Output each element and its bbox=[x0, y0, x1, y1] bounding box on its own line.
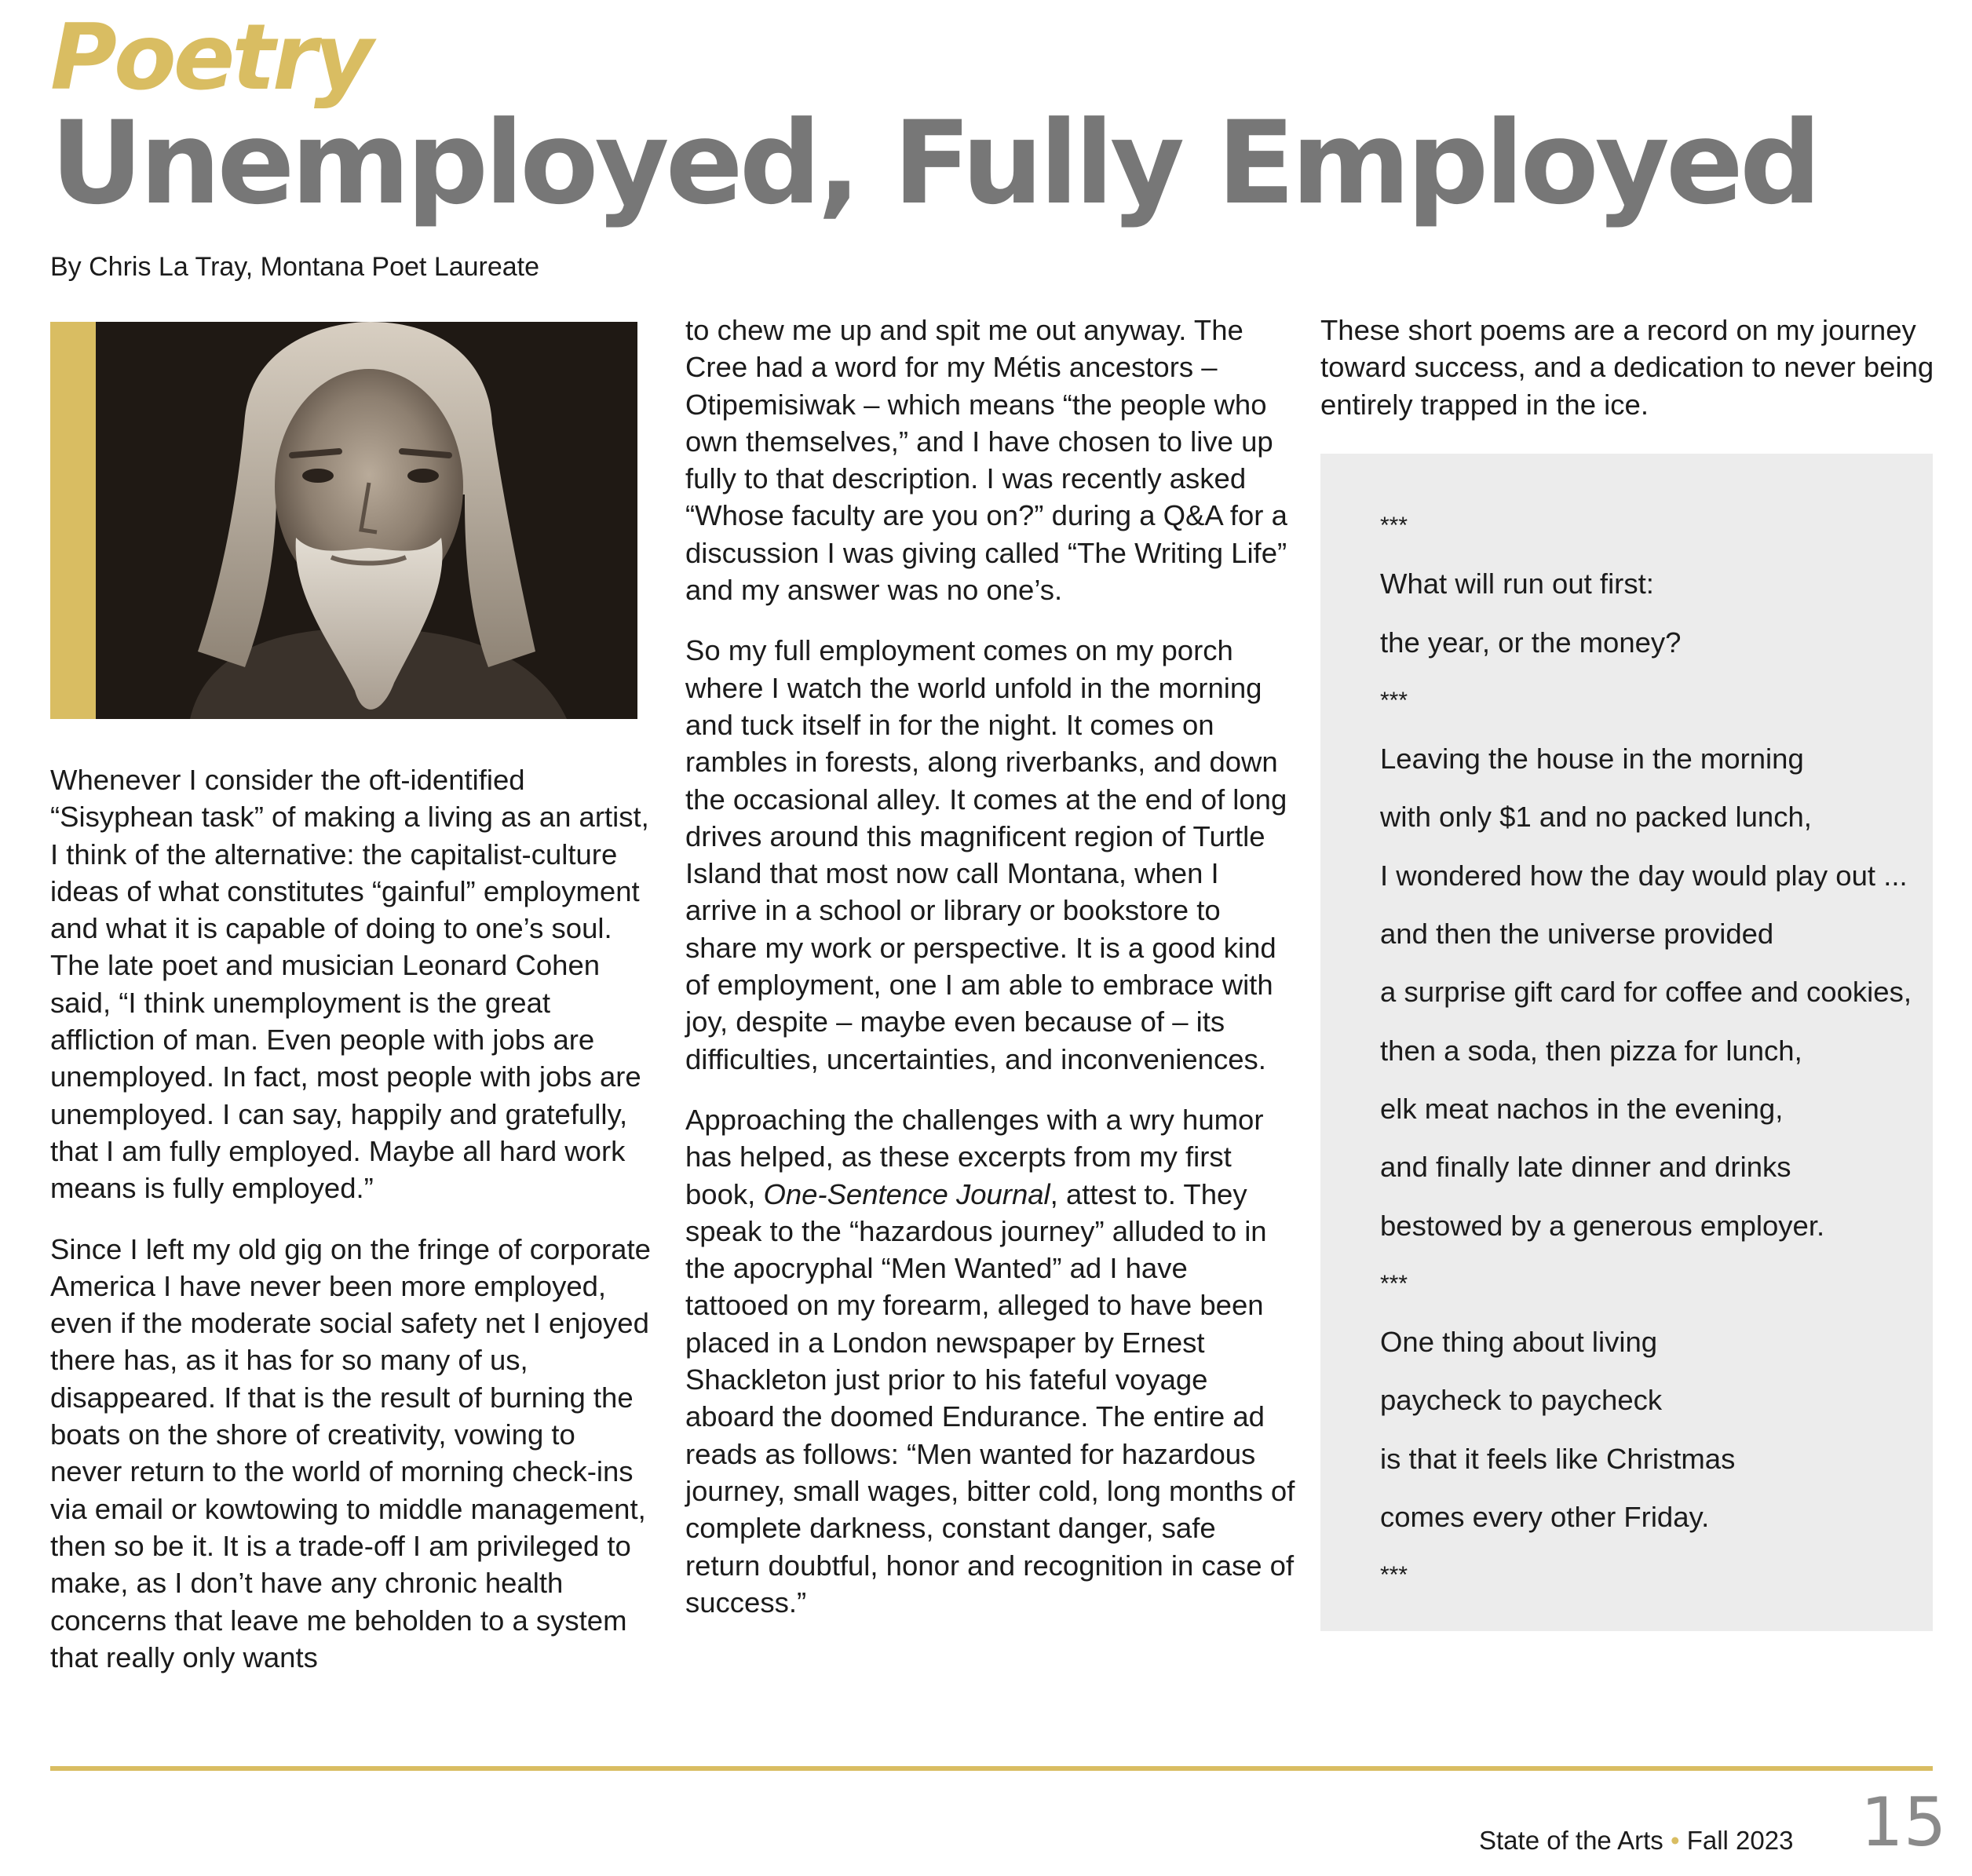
paragraph: So my full employment comes on my porch where I watch the world unfold in the morning and tuck itself in for the night. It comes on rambles in forests, along riverbanks, and down the occasional alley. It comes at the end of long drives around this magnificent region of Turtle Island that most now call Montana, when I arrive in a school or library or bookstore to share my work or perspective. It is a good kind of employment, one I am able to embrace with joy, despite – maybe even because of – its difficulties, uncertainties, and inconveniences. bbox=[685, 634, 1287, 1075]
poem-separator: *** bbox=[1380, 1270, 1408, 1297]
bullet-separator: • bbox=[1670, 1826, 1680, 1855]
poem-line: Leaving the house in the morning bbox=[1380, 743, 1804, 776]
poem-line: I wondered how the day would play out ... bbox=[1380, 859, 1908, 892]
poem-line: is that it feels like Christmas bbox=[1380, 1442, 1736, 1475]
section-kicker: Poetry bbox=[50, 5, 371, 111]
photo-accent-bar bbox=[50, 322, 96, 719]
article-column-1 bbox=[50, 761, 655, 1699]
article-title: Unemployed, Fully Employed bbox=[50, 97, 1818, 230]
article-column-3 bbox=[1320, 312, 1948, 447]
paragraph: to chew me up and spit me out anyway. The Cree had a word for my Métis ancestors – Otipemisiwak – which means “the people who own themselves,” and I have chosen to live up fully to that description. I was recently asked “Whose faculty are you on?” during a Q&A for a discussion I was giving called “The Writing Life” and my answer was no one’s. bbox=[685, 314, 1287, 607]
poem-line: and finally late dinner and drinks bbox=[1380, 1151, 1791, 1184]
paragraph-text: Approaching the challenges with a wry humor has helped, as these excerpts from my first book, bbox=[685, 1103, 1264, 1210]
page-number: 15 bbox=[1861, 1783, 1947, 1862]
paragraph-text: , attest to. They speak to the “hazardous journey” alluded to in the apocryphal “Men Wanted” ad I have tattooed on my forearm, alleged to have been placed in a London newspaper by Ernest Shackleton just prior to his fateful voyage aboard the doomed Endurance. The entire ad reads as follows: “Men wanted for hazardous journey, small wages, bitter cold, long months of complete darkness, constant danger, safe return doubtful, honor and recognition in case of success.” bbox=[685, 1177, 1295, 1619]
poem-separator: *** bbox=[1380, 1562, 1408, 1589]
byline: By Chris La Tray, Montana Poet Laureate bbox=[50, 252, 540, 282]
poem-line: paycheck to paycheck bbox=[1380, 1384, 1663, 1417]
footer-rule bbox=[50, 1766, 1933, 1771]
poem-line: with only $1 and no packed lunch, bbox=[1380, 801, 1812, 834]
author-portrait bbox=[96, 322, 637, 719]
poem-line: bestowed by a generous employer. bbox=[1380, 1209, 1825, 1242]
poem-separator: *** bbox=[1380, 687, 1408, 714]
publication-name: State of the Arts bbox=[1479, 1826, 1663, 1855]
paragraph: These short poems are a record on my journey toward success, and a dedication to never being entirely trapped in the ice. bbox=[1320, 314, 1934, 421]
poem-sidebar bbox=[1320, 454, 1933, 1631]
footer-credit bbox=[1479, 1823, 1793, 1859]
poem-line: elk meat nachos in the evening, bbox=[1380, 1092, 1784, 1125]
poem-lines bbox=[1380, 497, 1930, 1605]
poem-separator: *** bbox=[1380, 513, 1408, 538]
poem-line: a surprise gift card for coffee and cookies, bbox=[1380, 976, 1912, 1009]
poem-line: and then the universe provided bbox=[1380, 918, 1774, 951]
poem-line: comes every other Friday. bbox=[1380, 1501, 1710, 1534]
issue-label: Fall 2023 bbox=[1686, 1826, 1794, 1855]
poem-line: the year, or the money? bbox=[1380, 626, 1682, 659]
paragraph bbox=[685, 1101, 1298, 1621]
paragraph: Since I left my old gig on the fringe of corporate America I have never been more employed, even if the moderate social safety net I enjoyed there has, as it has for so many of us, disappeared. If that is the result of burning the boats on the shore of creativity, vowing to never return to the world of morning check-ins via email or kowtowing to middle management, then so be it. It is a trade-off I am privileged to make, as I don’t have any chronic health concerns that leave me beholden to a system that really only wants bbox=[50, 1232, 651, 1673]
book-title: One-Sentence Journal bbox=[763, 1177, 1050, 1210]
poem-line: What will run out first: bbox=[1380, 568, 1654, 600]
paragraph: Whenever I consider the oft-identified “Sisyphean task” of making a living as an artist, I think of the alternative: the capitalist-culture ideas of what constitutes “gainful” employment and what it is capable of doing to one’s soul. The late poet and musician Leonard Cohen said, “I think unemployment is the great affliction of man. Even people with jobs are unemployed. In fact, most people with jobs are unemployed. I can say, happily and gratefully, that I am fully employed. Maybe all hard work means is fully employed.” bbox=[50, 764, 649, 1205]
article-column-2 bbox=[685, 312, 1298, 1644]
poem-line: One thing about living bbox=[1380, 1326, 1658, 1359]
poem-line: then a soda, then pizza for lunch, bbox=[1380, 1034, 1802, 1067]
